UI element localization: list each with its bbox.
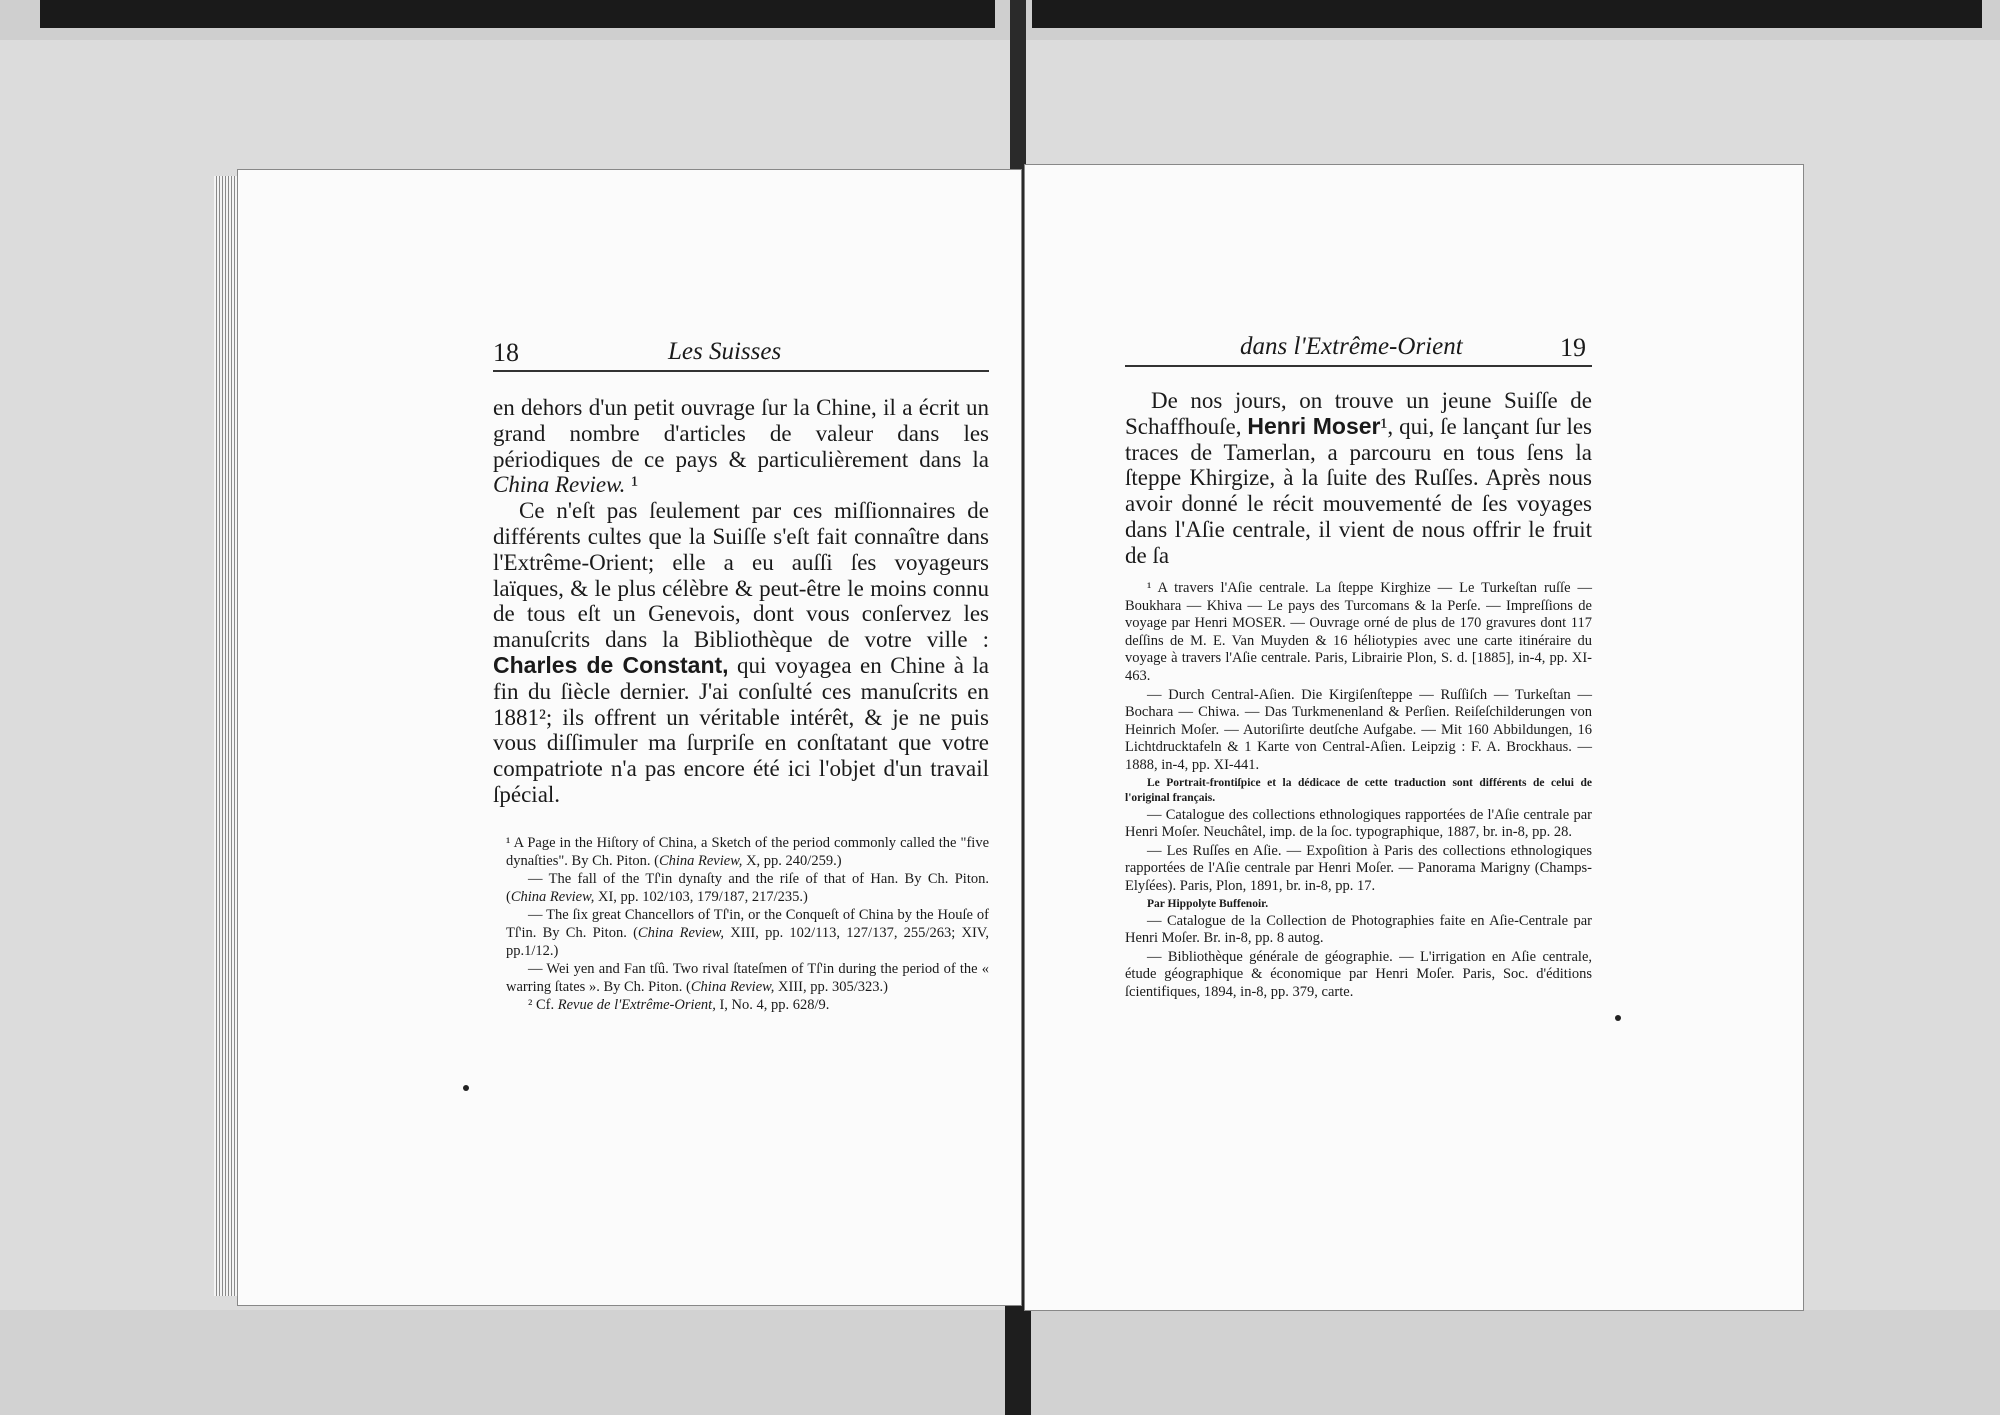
footnote	[506, 907, 989, 960]
left-footnotes	[506, 835, 989, 1016]
footnote	[1125, 580, 1592, 686]
scan-background-bottom	[0, 1310, 2000, 1415]
text-run: — The ſix great Chancellors of Tſ'in, or the Conqueſt of China by the Houſe of Tſ'in. By Ch. Piton. (	[506, 907, 989, 941]
text-run: — Bibliothèque générale de géographie. — L'irrigation en Aſie centrale, étude géographique & économique par Henri Moſer. Paris, Soc. d'éditions ſcientifiques, 1894, in-8, pp. 379, carte.	[1125, 948, 1592, 1000]
italic-title: China Review,	[690, 978, 775, 995]
text-run: — Durch Central-Aſien. Die Kirgiſenſteppe — Ruſſiſch — Turkeſtan — Bochara — Chiwa. — Das Turkmenenland & Perſien. Reiſeſchilderungen von Heinrich Moſer. — Autoriſirte deutſche Aufgabe. — Mit 160 Abbildungen, 16 Lichtdrucktafeln & 1 Karte von Central-Aſien. Leipzig : F. A. Brockhaus. — 1888, in-4, pp. XI-441.	[1125, 686, 1592, 773]
footnote	[506, 997, 989, 1015]
text-run: — Wei yen and Fan tſû. Two rival ſtateſmen of Tſ'in during the period of the « warring ſtates ». By Ch. Piton. (	[506, 961, 989, 995]
text-run: ¹, qui, ſe lançant ſur les traces de Tamerlan, a parcouru en tous ſens la ſteppe Khirgize, à la ſuite des Ruſſes. Après nous avoir donné le récit mouvementé de ſes voyages dans l'Aſie centrale, il vient de nous offrir le fruit de ſa	[1125, 413, 1592, 568]
scan-spine-shadow	[1005, 1300, 1031, 1415]
scan-dark-band-right	[1032, 0, 1982, 28]
italic-title: China Review,	[510, 888, 595, 905]
paragraph	[1125, 388, 1592, 569]
right-body-text	[1125, 388, 1592, 569]
ink-speck	[463, 1085, 469, 1091]
text-run: XIII, pp. 305/323.)	[774, 978, 888, 995]
footnote	[506, 961, 989, 996]
footnote	[1125, 687, 1592, 775]
text-run: ² Cf.	[528, 997, 558, 1014]
footnote	[1125, 807, 1592, 842]
paragraph	[493, 498, 989, 808]
left-body-text	[493, 395, 989, 808]
text-run: en dehors d'un petit ouvrage ſur la Chine, il a écrit un grand nombre d'articles de valeur dans les périodiques de ce pays & particulièrement dans la	[493, 395, 989, 472]
left-running-title: Les Suisses	[668, 338, 782, 365]
text-run: Par Hippolyte Buffenoir.	[1147, 897, 1269, 910]
scan-dark-band-left	[40, 0, 995, 28]
text-run: X, pp. 240/259.)	[742, 852, 842, 869]
text-run: ¹ A travers l'Aſie centrale. La ſteppe Kirghize — Le Turkeſtan ruſſe — Boukhara — Khiva — Le pays des Turcomans & la Perſe. — Impreſſions de voyage par Henri MOSER. — Ouvrage orné de plus de 170 gravures dont 117 deſſins de M. E. Van Muyden & 16 héliotypies avec une carte itinéraire du voyage à travers l'Aſie centrale. Paris, Librairie Plon, S. d. [1885], in-4, pp. XI-463.	[1125, 580, 1592, 684]
right-running-title: dans l'Extrême-Orient	[1240, 333, 1463, 360]
left-head-rule	[493, 370, 989, 372]
footnote	[1125, 897, 1592, 912]
paragraph	[493, 395, 989, 498]
text-run: ¹ A Page in the Hiſtory of China, a Sketch of the period commonly called the "five dynaſties". By Ch. Piton. (	[506, 835, 989, 869]
text-run: XIII, pp. 102/113, 127/137, 255/263; XIV, pp.1/12.)	[506, 924, 989, 959]
italic-title: China Review,	[637, 924, 725, 941]
text-run: qui voyagea en Chine à la fin du ſiècle dernier. J'ai conſulté ces manuſcrits en 1881²; ils offrent un véritable intérêt, & je ne puis vous diſſimuler ma ſurpriſe en conſtatant que votre compatriote n'a pas encore été ici l'objet d'un travail ſpécial.	[493, 652, 989, 807]
left-running-head	[238, 338, 1021, 370]
text-run: — Catalogue des collections ethnologiques rapportées de l'Aſie centrale par Henri Moſer. Neuchâtel, imp. de la ſoc. typographique, 1887, br. in-8, pp. 28.	[1125, 806, 1592, 841]
text-run: Le Portrait-frontiſpice et la dédicace de cette traduction sont différents de celui de l'original français.	[1125, 776, 1592, 804]
text-run: ¹	[625, 472, 639, 498]
left-page	[238, 170, 1021, 1305]
text-run: — Catalogue de la Collection de Photographies faite en Aſie-Centrale par Henri Moſer. Br. in-8, pp. 8 autog.	[1125, 912, 1592, 947]
footnote	[1125, 949, 1592, 1002]
bold-name: Henri Moser	[1247, 412, 1381, 439]
text-run: XI, pp. 102/103, 179/187, 217/235.)	[594, 888, 808, 905]
page-edges	[214, 176, 238, 1296]
footnote	[1125, 843, 1592, 896]
text-run: I, No. 4, pp. 628/9.	[715, 997, 830, 1014]
footnote	[1125, 913, 1592, 948]
text-run: — The fall of the Tſ'in dynaſty and the riſe of that of Han. By Ch. Piton. (	[506, 871, 989, 905]
text-run: De nos jours, on trouve un jeune Suiſſe de Schaffhouſe,	[1125, 388, 1592, 439]
right-page-number: 19	[1560, 333, 1586, 362]
text-run: — Les Ruſſes en Aſie. — Expoſition à Paris des collections ethnologiques rapportées de l'Aſie centrale par Henri Moſer. — Panorama Marigny (Champs-Elyſées). Paris, Plon, 1891, br. in-8, pp. 17.	[1125, 842, 1592, 894]
bold-name: Charles de Constant,	[493, 651, 729, 678]
italic-title: China Review.	[493, 472, 626, 498]
right-page	[1025, 165, 1803, 1310]
text-run: Ce n'eſt pas ſeulement par ces miſſionnaires de différents cultes que la Suiſſe s'eſt fait connaître dans l'Extrême-Orient; elle a eu auſſi ſes voyageurs laïques, & le plus célèbre & peut-être le moins connu de tous eſt un Genevois, dont vous conſervez les manuſcrits dans la Bibliothèque de votre ville :	[493, 498, 989, 653]
left-page-number: 18	[493, 338, 519, 367]
italic-title: China Review,	[658, 852, 743, 869]
ink-speck	[1615, 1015, 1621, 1021]
right-footnotes	[1125, 580, 1592, 1002]
footnote	[506, 835, 989, 870]
right-running-head	[1025, 333, 1803, 365]
right-head-rule	[1125, 365, 1592, 367]
footnote	[506, 871, 989, 906]
italic-title: Revue de l'Extrême-Orient,	[557, 997, 716, 1014]
footnote	[1125, 776, 1592, 806]
